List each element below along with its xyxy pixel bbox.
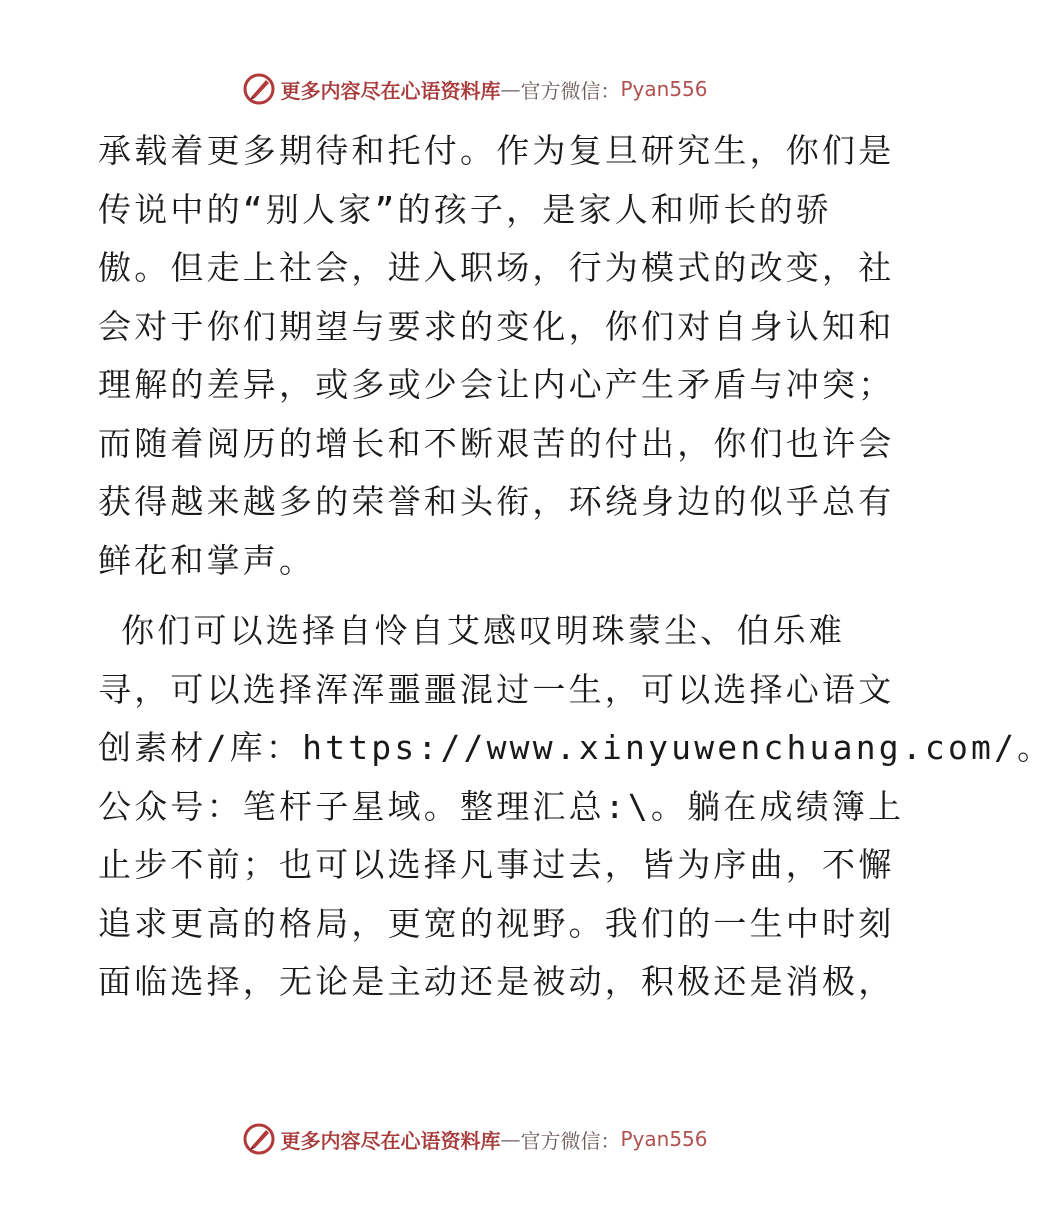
text-line: 面临选择，无论是主动还是被动，积极还是消极， xyxy=(98,962,895,1001)
footer-banner-text: 更多内容尽在心语资料库 xyxy=(280,1128,501,1153)
footer-banner-official: 官方微信： xyxy=(520,1128,621,1153)
text-line: 而随着阅历的增长和不断艰苦的付出，你们也许会 xyxy=(98,423,895,463)
pen-logo-icon xyxy=(242,72,276,106)
text-line: 公众号：笔杆子星域。整理汇总:\。躺在成绩簿上 xyxy=(98,786,905,826)
footer-banner-wechat: Pyan556 xyxy=(620,1127,708,1151)
header-banner xyxy=(0,72,950,106)
text-line: 获得越来越多的荣誉和头衔，环绕身边的似乎总有 xyxy=(98,482,895,521)
header-banner-text: 更多内容尽在心语资料库 xyxy=(280,78,501,103)
text-line: 你们可以选择自怜自艾感叹明珠蒙尘、伯乐难 xyxy=(98,611,846,650)
text-line: 理解的差异，或多或少会让内心产生矛盾与冲突； xyxy=(98,365,895,404)
pen-logo-icon xyxy=(242,1122,276,1156)
header-banner-wechat: Pyan556 xyxy=(620,77,708,101)
text-line: 寻，可以选择浑浑噩噩混过一生，可以选择心语文 xyxy=(98,669,895,709)
header-banner-official: 官方微信： xyxy=(520,78,621,103)
text-line: 会对于你们期望与要求的变化，你们对自身认知和 xyxy=(98,306,895,346)
text-line: 创素材/库：https://www.xinyuwenchuang.com/。 xyxy=(98,728,1053,767)
text-line: 传说中的“别人家”的孩子，是家人和师长的骄 xyxy=(98,189,832,229)
paragraph-1 xyxy=(98,122,895,590)
text-line: 承载着更多期待和托付。作为复旦研究生，你们是 xyxy=(98,131,895,170)
header-banner-separator: — xyxy=(500,77,521,101)
text-line: 追求更高的格局，更宽的视野。我们的一生中时刻 xyxy=(98,903,895,943)
footer-banner-separator: — xyxy=(500,1127,521,1151)
paragraph-2 xyxy=(98,602,1053,1012)
footer-banner xyxy=(0,1122,950,1156)
text-line: 止步不前；也可以选择凡事过去，皆为序曲，不懈 xyxy=(98,845,895,884)
text-line: 傲。但走上社会，进入职场，行为模式的改变，社 xyxy=(98,248,895,287)
document-body xyxy=(98,122,1053,1012)
text-line: 鲜花和掌声。 xyxy=(98,540,316,580)
